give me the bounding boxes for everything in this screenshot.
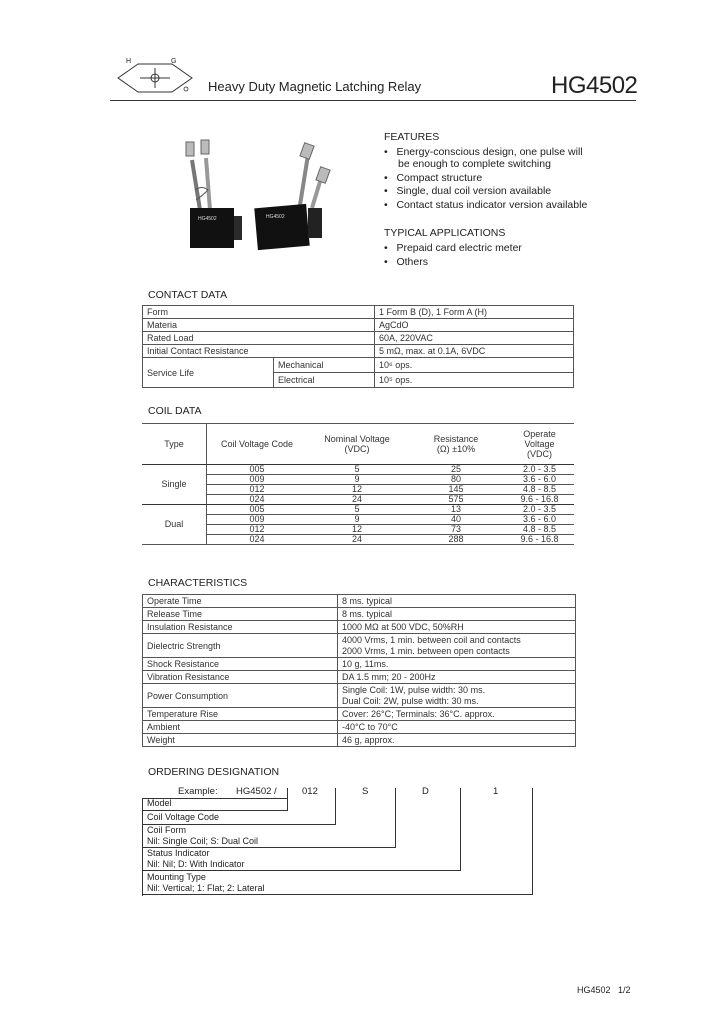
coil-nominal: 12 [307, 485, 407, 495]
ordering-bracket [395, 788, 396, 848]
coil-code: 005 [207, 465, 308, 475]
mechanical-label: Mechanical [274, 358, 375, 373]
char-value: DA 1.5 mm; 20 - 200Hz [338, 671, 576, 684]
contact-value: 60A, 220VAC [375, 332, 574, 345]
char-value: 46 g, approx. [338, 734, 576, 747]
char-label: Power Consumption [143, 684, 338, 708]
application-item: • Prepaid card electric meter [384, 242, 522, 254]
char-value: 10 g, 11ms. [338, 658, 576, 671]
ordering-field-coil-form: Coil Form [147, 825, 187, 835]
coil-code: 012 [207, 485, 308, 495]
svg-text:HG4502: HG4502 [266, 214, 285, 220]
char-value: 8 ms. typical [338, 608, 576, 621]
coil-row [142, 505, 574, 515]
coil-nominal: 5 [307, 505, 407, 515]
ordering-part-indicator: D [422, 786, 429, 797]
svg-text:HG4502: HG4502 [198, 216, 217, 222]
electrical-label: Electrical [274, 373, 375, 388]
char-value: 8 ms. typical [338, 595, 576, 608]
ordering-field-mounting: Mounting Type [147, 872, 206, 882]
ordering-bracket [532, 788, 533, 895]
ordering-bracket [142, 894, 533, 895]
ordering-bracket [460, 788, 461, 871]
feature-item: be enough to complete switching [398, 158, 551, 170]
char-value: Single Coil: 1W, pulse width: 30 ms. [342, 684, 486, 695]
coil-data-table [142, 423, 574, 545]
coil-code: 024 [207, 495, 308, 505]
ordering-field-coil-voltage: Coil Voltage Code [147, 812, 220, 822]
coil-header-nominal: Nominal Voltage (VDC) [307, 424, 407, 465]
char-value: -40°C to 70°C [338, 721, 576, 734]
coil-header-code: Coil Voltage Code [207, 424, 308, 465]
characteristics-heading: CHARACTERISTICS [148, 577, 248, 589]
ordering-part-model: HG4502 / [236, 786, 277, 797]
coil-type-single: Single [142, 465, 207, 505]
contact-data-table [142, 305, 574, 388]
char-label: Insulation Resistance [143, 621, 338, 634]
char-label: Weight [143, 734, 338, 747]
char-value: Dual Coil: 2W, pulse width: 30 ms. [342, 695, 479, 706]
coil-code: 005 [207, 505, 308, 515]
char-label: Operate Time [143, 595, 338, 608]
coil-operate: 9.6 - 16.8 [505, 535, 574, 545]
contact-label: Materia [143, 319, 375, 332]
footer-page [577, 985, 631, 995]
coil-header-operate: Operate Voltage (VDC) [505, 424, 574, 465]
contact-data-heading: CONTACT DATA [148, 289, 228, 301]
contact-value: 5 mΩ, max. at 0.1A, 6VDC [375, 345, 574, 358]
ordering-bracket [142, 870, 461, 871]
coil-nominal: 24 [307, 535, 407, 545]
electrical-value: 10⁵ ops. [375, 373, 574, 388]
coil-header-resistance: Resistance (Ω) ±10% [407, 424, 505, 465]
char-label: Release Time [143, 608, 338, 621]
coil-operate: 4.8 - 8.5 [505, 525, 574, 535]
coil-operate: 9.6 - 16.8 [505, 495, 574, 505]
char-value: 4000 Vrms, 1 min. between coil and contacts [342, 634, 521, 645]
ordering-bracket [142, 810, 288, 811]
coil-resistance: 145 [407, 485, 505, 495]
coil-row [142, 465, 574, 475]
coil-nominal: 24 [307, 495, 407, 505]
ordering-heading: ORDERING DESIGNATION [148, 766, 280, 778]
coil-resistance: 80 [407, 475, 505, 485]
char-value: 1000 MΩ at 500 VDC, 50%RH [338, 621, 576, 634]
coil-resistance: 13 [407, 505, 505, 515]
ordering-field-indicator: Status Indicator [147, 848, 210, 858]
ordering-example-label: Example: [178, 786, 218, 797]
model-number: HG4502 [551, 72, 638, 99]
coil-operate: 3.6 - 6.0 [505, 475, 574, 485]
feature-item: • Contact status indicator version available [384, 199, 588, 211]
feature-item: • Energy-conscious design, one pulse will [384, 146, 583, 158]
char-label: Ambient [143, 721, 338, 734]
product-photo [170, 130, 350, 260]
coil-resistance: 575 [407, 495, 505, 505]
feature-item: • Single, dual coil version available [384, 185, 552, 197]
ordering-part-mounting: 1 [493, 786, 499, 797]
footer-model: HG4502 [577, 985, 611, 995]
logo-letter-h: H [126, 58, 132, 65]
coil-row [142, 525, 574, 535]
coil-resistance: 73 [407, 525, 505, 535]
mechanical-value: 10⁶ ops. [375, 358, 574, 373]
char-label: Shock Resistance [143, 658, 338, 671]
coil-nominal: 9 [307, 475, 407, 485]
feature-item: • Compact structure [384, 172, 483, 184]
characteristics-table [142, 594, 576, 747]
page-title: Heavy Duty Magnetic Latching Relay [208, 79, 422, 94]
contact-value: AgCdO [375, 319, 574, 332]
ordering-field-indicator-desc: Nil: Nil; D: With Indicator [147, 859, 245, 869]
ordering-part-code: 012 [302, 786, 318, 797]
char-label: Vibration Resistance [143, 671, 338, 684]
coil-operate: 3.6 - 6.0 [505, 515, 574, 525]
contact-label: Initial Contact Resistance [143, 345, 375, 358]
coil-nominal: 5 [307, 465, 407, 475]
footer-page-number: 1/2 [618, 985, 631, 995]
ordering-part-form: S [362, 786, 369, 797]
coil-code: 009 [207, 475, 308, 485]
char-value: Cover: 26°C; Terminals: 36°C. approx. [338, 708, 576, 721]
char-value: 2000 Vrms, 1 min. between open contacts [342, 645, 510, 656]
logo [110, 58, 200, 98]
ordering-bracket [335, 788, 336, 825]
header-divider [110, 100, 636, 101]
ordering-bracket [287, 788, 288, 811]
ordering-field-coil-form-desc: Nil: Single Coil; S: Dual Coil [147, 836, 259, 846]
char-label: Dielectric Strength [143, 634, 338, 658]
logo-letter-g: G [171, 58, 177, 65]
coil-header-type: Type [142, 424, 207, 465]
features-heading: FEATURES [384, 131, 440, 143]
coil-operate: 2.0 - 3.5 [505, 465, 574, 475]
char-label: Temperature Rise [143, 708, 338, 721]
coil-resistance: 40 [407, 515, 505, 525]
contact-value: 1 Form B (D), 1 Form A (H) [375, 306, 574, 319]
coil-nominal: 12 [307, 525, 407, 535]
applications-heading: TYPICAL APPLICATIONS [384, 227, 506, 239]
coil-row [142, 485, 574, 495]
coil-row [142, 535, 574, 545]
ordering-field-model: Model [147, 798, 172, 808]
coil-resistance: 288 [407, 535, 505, 545]
coil-row [142, 475, 574, 485]
coil-operate: 4.8 - 8.5 [505, 485, 574, 495]
coil-nominal: 9 [307, 515, 407, 525]
coil-type-dual: Dual [142, 505, 207, 545]
application-item: • Others [384, 256, 428, 268]
coil-code: 009 [207, 515, 308, 525]
contact-label: Form [143, 306, 375, 319]
coil-row [142, 495, 574, 505]
ordering-field-mounting-desc: Nil: Vertical; 1: Flat; 2: Lateral [147, 883, 265, 893]
contact-label: Rated Load [143, 332, 375, 345]
coil-code: 024 [207, 535, 308, 545]
coil-code: 012 [207, 525, 308, 535]
coil-operate: 2.0 - 3.5 [505, 505, 574, 515]
coil-row [142, 515, 574, 525]
coil-data-heading: COIL DATA [148, 405, 202, 417]
service-life-label: Service Life [143, 358, 274, 388]
coil-resistance: 25 [407, 465, 505, 475]
